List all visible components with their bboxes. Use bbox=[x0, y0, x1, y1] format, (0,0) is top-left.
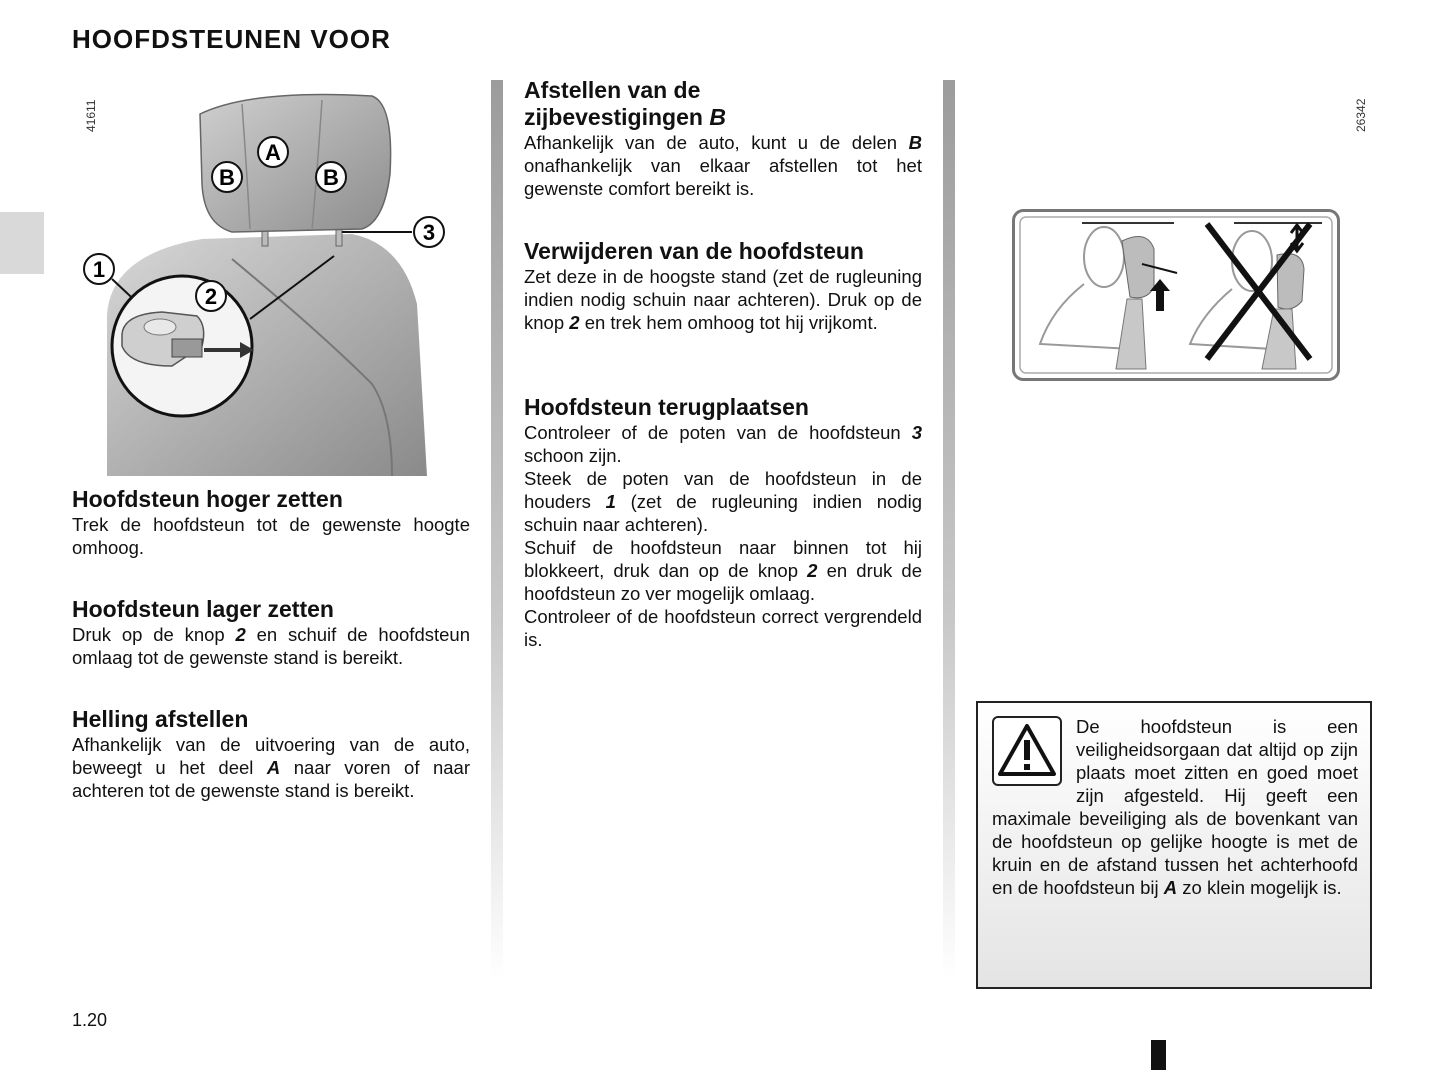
label-1: 1 bbox=[92, 257, 106, 282]
head-position-illustration bbox=[1012, 209, 1340, 381]
label-a: A bbox=[265, 140, 281, 165]
section-title-refit: Hoofdsteun terugplaatsen bbox=[524, 394, 809, 420]
label-b-right: B bbox=[323, 165, 339, 190]
section-lower bbox=[72, 596, 470, 669]
column-divider-right bbox=[943, 80, 955, 980]
section-title-tilt: Helling afstellen bbox=[72, 706, 249, 732]
headrest-illustration bbox=[72, 84, 472, 479]
page-number: 1.20 bbox=[72, 1010, 108, 1030]
column-divider-left bbox=[491, 80, 503, 980]
page-end-marker bbox=[1151, 1040, 1166, 1070]
section-side bbox=[524, 77, 922, 200]
section-title-lower: Hoofdsteun lager zetten bbox=[72, 596, 334, 622]
section-text-tilt: Afhankelijk van de uitvoering van de auto, beweegt u het deel A naar voren of naar achteren tot de gewenste stand is bereikt. bbox=[72, 734, 470, 801]
section-text-raise: Trek de hoofdsteun tot de gewenste hoogte omhoog. bbox=[72, 514, 470, 558]
section-text-refit-3: Schuif de hoofdsteun naar binnen tot hij blokkeert, druk dan op de knop 2 en druk de hoofdsteun zo ver mogelijk omlaag. bbox=[524, 537, 922, 604]
section-title-raise: Hoofdsteun hoger zetten bbox=[72, 486, 343, 512]
page-title: HOOFDSTEUNEN VOOR bbox=[72, 24, 391, 54]
label-3: 3 bbox=[422, 220, 436, 245]
warning-text: De hoofdsteun is een veiligheidsorgaan dat altijd op zijn plaats moet zitten en goed moet zijn afgesteld. Hij geeft een maximale beveiliging als de bovenkant van de hoofdsteun op gelijke hoogte is met de kruin en de afstand tussen het achterhoofd en de hoofdsteun bij A zo klein mogelijk is. bbox=[992, 716, 1358, 898]
section-tilt bbox=[72, 706, 470, 802]
chapter-tab bbox=[0, 212, 44, 274]
section-text-remove: Zet deze in de hoogste stand (zet de rugleuning indien nodig schuin naar achteren). Druk op de knop 2 en trek hem omhoog tot hij vrijkomt. bbox=[524, 266, 922, 333]
section-remove bbox=[524, 238, 922, 334]
figure-code-position: 26342 bbox=[1354, 98, 1368, 132]
section-text-refit-2: Steek de poten van de hoofdsteun in de houders 1 (zet de rugleuning indien nodig schuin naar achteren). bbox=[524, 468, 922, 535]
label-2: 2 bbox=[204, 284, 218, 309]
section-text-refit-4: Controleer of de hoofdsteun correct vergrendeld is. bbox=[524, 606, 922, 650]
section-text-refit-1: Controleer of de poten van de hoofdsteun 3 schoon zijn. bbox=[524, 422, 922, 466]
label-b-left: B bbox=[219, 165, 235, 190]
section-text-lower: Druk op de knop 2 en schuif de hoofdsteun omlaag tot de gewenste stand is bereikt. bbox=[72, 624, 470, 668]
section-raise bbox=[72, 486, 470, 559]
warning-box bbox=[976, 701, 1372, 989]
section-text-side: Afhankelijk van de auto, kunt u de delen B onafhankelijk van elkaar afstellen tot het gewenste comfort bereikt is. bbox=[524, 132, 922, 199]
section-refit bbox=[524, 394, 922, 651]
figure-code-headrest: 41611 bbox=[84, 99, 98, 132]
section-title-side: Afstellen van de zijbevestigingen B bbox=[524, 77, 726, 130]
section-title-remove: Verwijderen van de hoofdsteun bbox=[524, 238, 864, 264]
